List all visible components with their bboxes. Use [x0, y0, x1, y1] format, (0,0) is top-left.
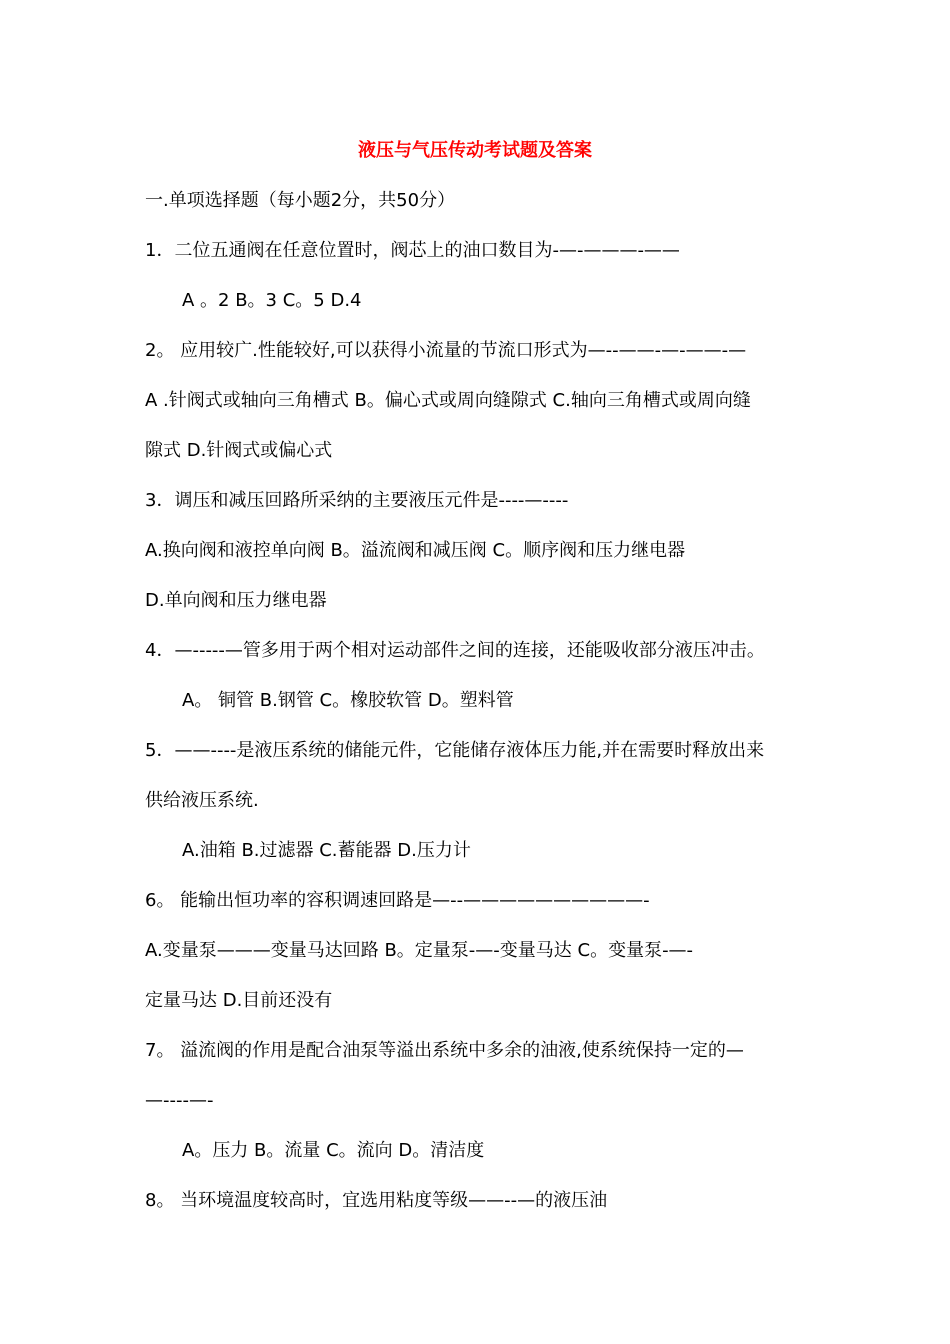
question-5-options: A.油箱 B.过滤器 C.蓄能器 D.压力计	[182, 840, 471, 861]
question-3-options: A.换向阀和液控单向阀 B。溢流阀和减压阀 C。顺序阀和压力继电器	[145, 540, 686, 561]
question-6-options: A.变量泵———变量马达回路 B。定量泵-—-变量马达 C。变量泵-—-	[145, 940, 694, 961]
question-4-options: A。 铜管 B.钢管 C。橡胶软管 D。塑料管	[182, 690, 514, 711]
question-1-options: A 。2 B。3 C。5 D.4	[182, 290, 362, 311]
question-6-options-cont: 定量马达 D.目前还没有	[145, 990, 333, 1011]
question-3-options-cont: D.单向阀和压力继电器	[145, 590, 327, 611]
question-7: 7。 溢流阀的作用是配合油泵等溢出系统中多余的油液,使系统保持一定的—	[145, 1040, 744, 1061]
question-7-cont: —----—-	[145, 1090, 214, 1111]
question-7-options: A。压力 B。流量 C。流向 D。清洁度	[182, 1140, 485, 1161]
question-8: 8。 当环境温度较高时，宜选用粘度等级——--—的液压油	[145, 1190, 608, 1211]
question-3: 3．调压和减压回路所采纳的主要液压元件是----—----	[145, 490, 569, 511]
document-title: 液压与气压传动考试题及答案	[358, 140, 592, 161]
question-1: 1．二位五通阀在任意位置时，阀芯上的油口数目为-—-———-——	[145, 240, 680, 261]
question-2-options-cont: 隙式 D.针阀式或偏心式	[145, 440, 333, 461]
question-2-options: A .针阀式或轴向三角槽式 B。偏心式或周向缝隙式 C.轴向三角槽式或周向缝	[145, 390, 751, 411]
question-2: 2。 应用较广.性能较好,可以获得小流量的节流口形式为—--——-—-——-—	[145, 340, 747, 361]
question-4: 4．—-----—管多用于两个相对运动部件之间的连接，还能吸收部分液压冲击。	[145, 640, 765, 661]
question-5: 5．——----是液压系统的储能元件，它能储存液体压力能,并在需要时释放出来	[145, 740, 765, 761]
question-5-cont: 供给液压系统.	[145, 790, 259, 811]
question-6: 6。 能输出恒功率的容积调速回路是—--——————————-	[145, 890, 650, 911]
section-heading: 一.单项选择题（每小题2分，共50分）	[145, 190, 456, 211]
